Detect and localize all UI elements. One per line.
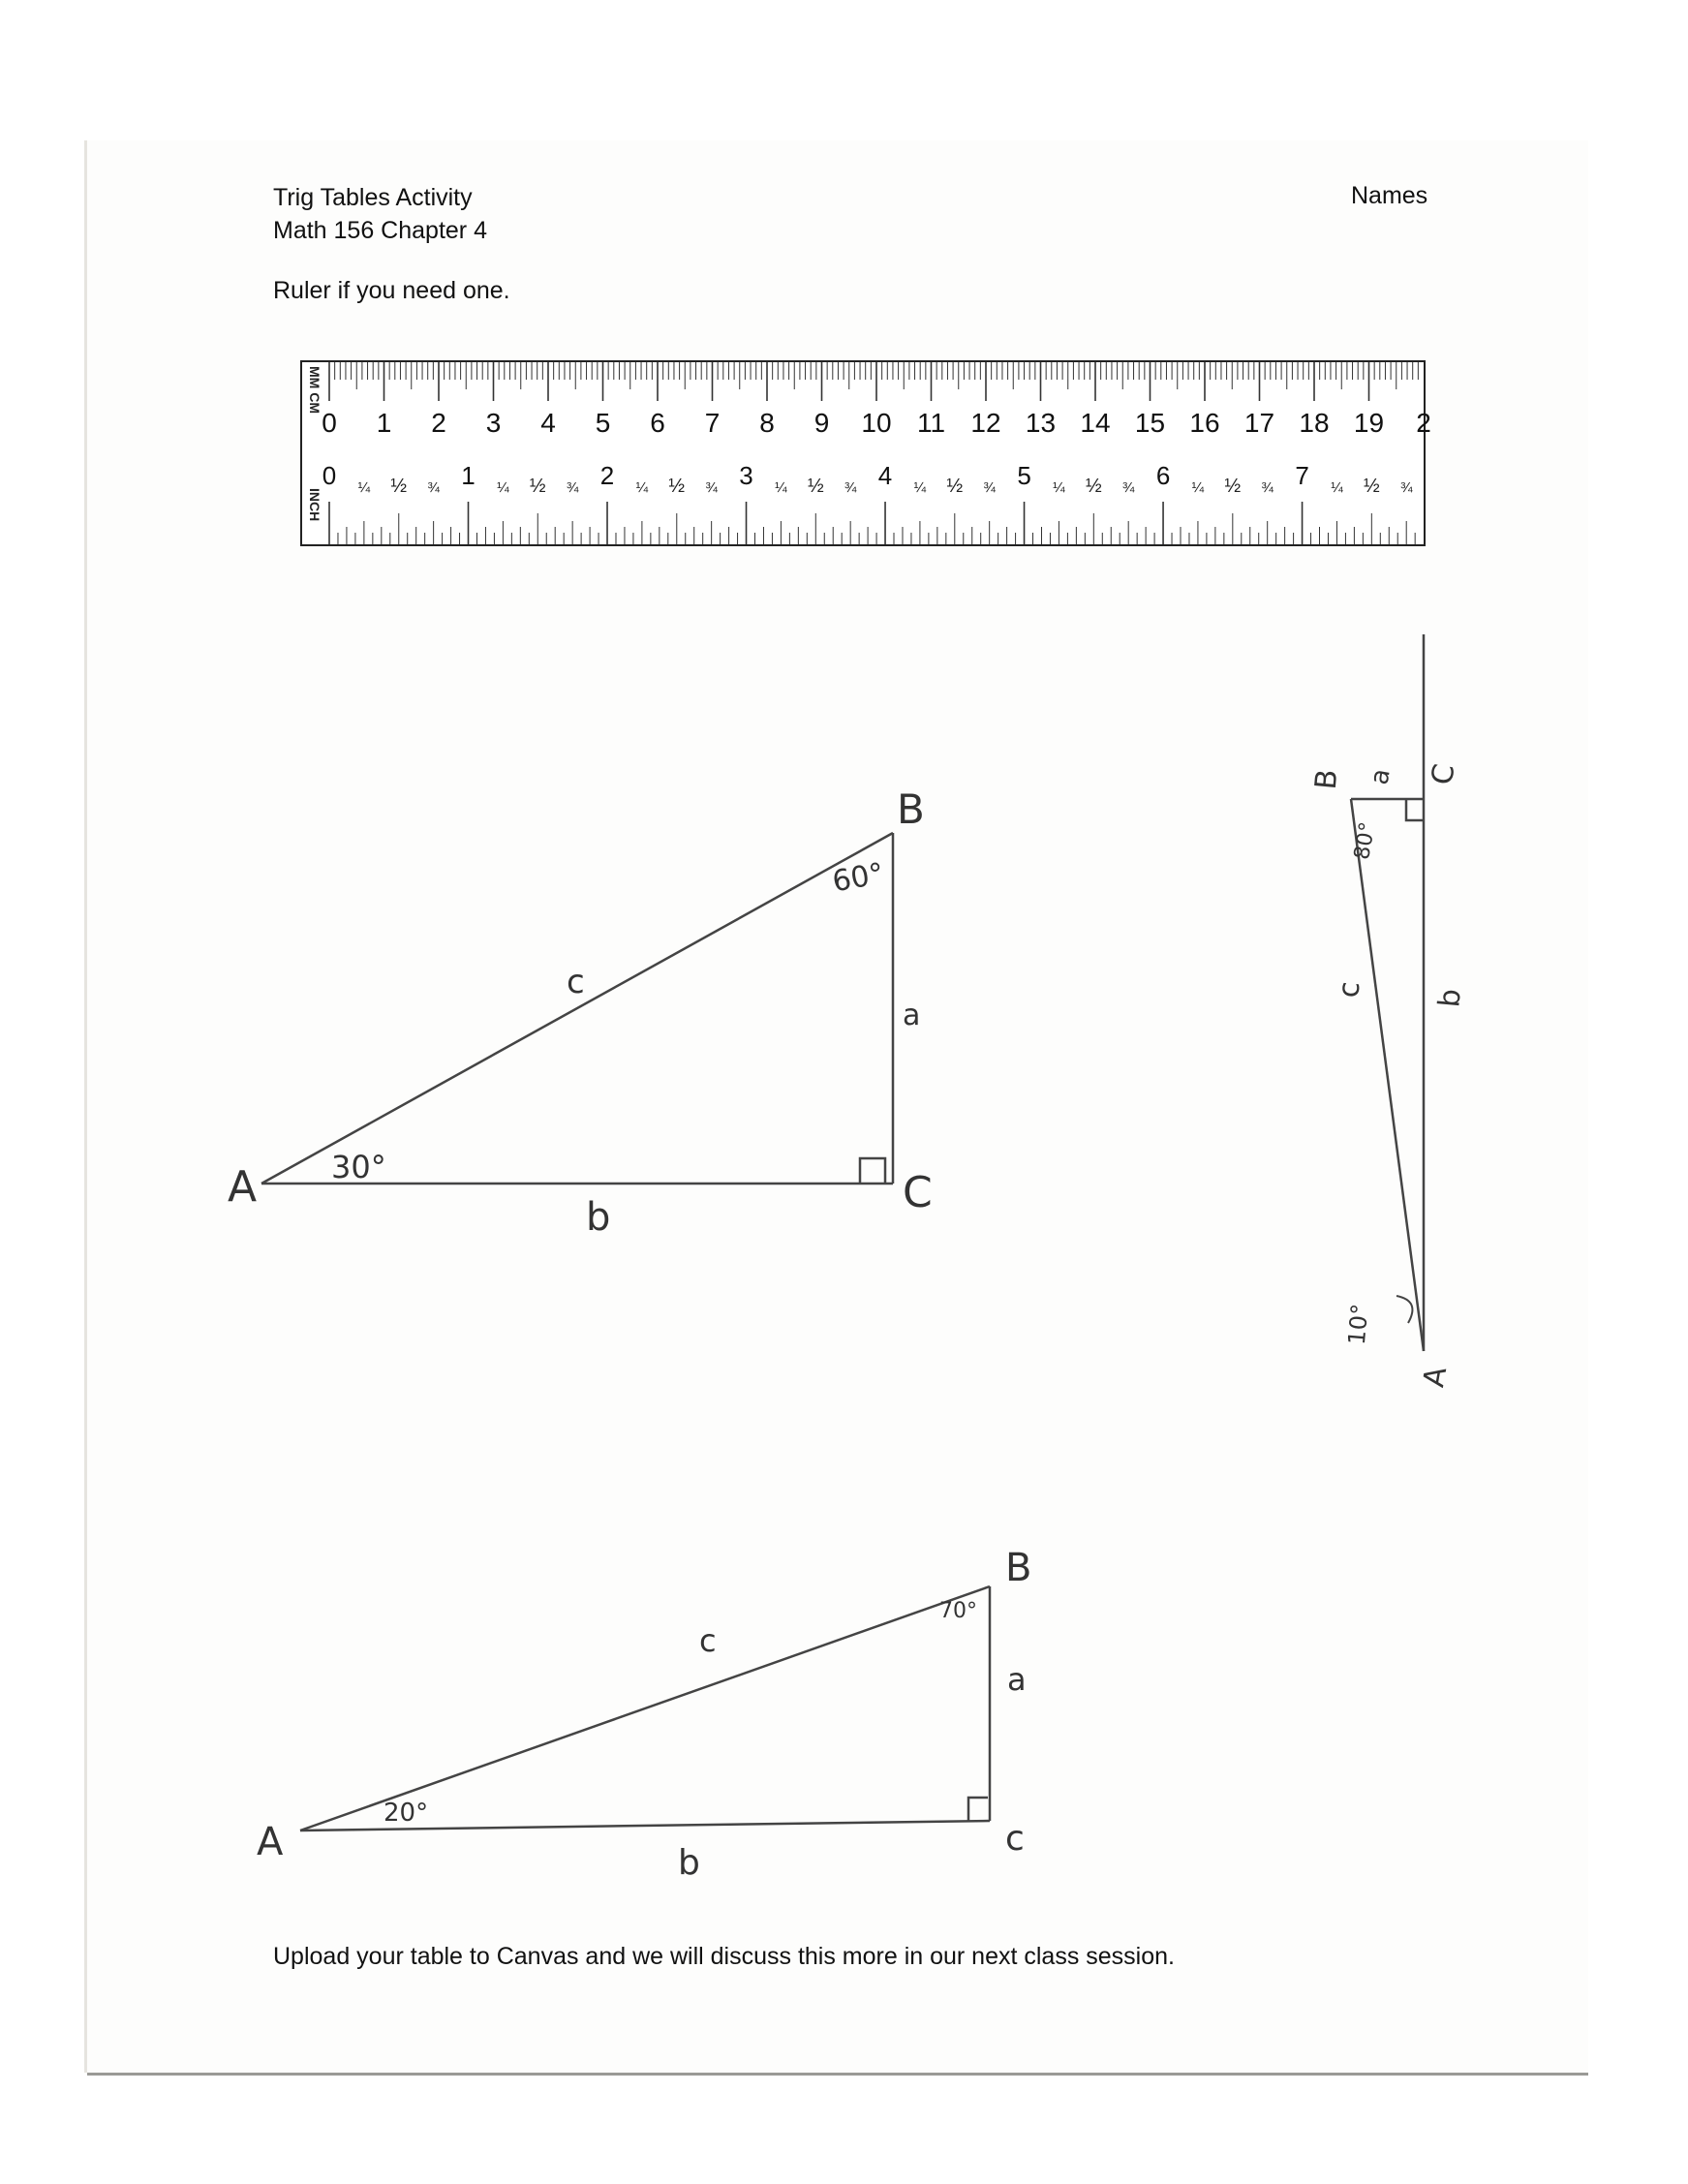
t1-side-a: a	[903, 999, 921, 1032]
inch-number: 7	[1295, 461, 1309, 490]
t2-side-a: a	[1365, 766, 1396, 787]
t1-vertex-a: A	[228, 1162, 258, 1212]
inch-fraction: ¼	[1053, 479, 1065, 496]
cm-number: 2	[1416, 408, 1431, 438]
cm-number: 15	[1134, 408, 1166, 438]
inch-number: 4	[877, 461, 893, 490]
inch-number: 0	[322, 461, 337, 490]
cm-number: 10	[861, 408, 892, 438]
cm-number: 16	[1189, 408, 1220, 438]
t1-side-c: c	[567, 963, 585, 1001]
cm-number: 18	[1299, 408, 1330, 438]
inch-fraction: ¾	[1121, 479, 1135, 496]
t3-side-b: b	[678, 1843, 700, 1883]
triangle-30-60	[261, 833, 893, 1184]
cm-number: 13	[1025, 408, 1057, 438]
inch-fraction: ¼	[1191, 479, 1205, 496]
inch-number: 6	[1155, 461, 1171, 490]
inch-fraction: ¾	[1261, 479, 1274, 496]
inch-fraction: ¼	[497, 479, 509, 496]
inch-fraction: ¾	[844, 479, 857, 496]
cm-number: 8	[759, 408, 775, 438]
t2-angle-b: 80°	[1350, 819, 1381, 862]
inch-fraction: ¾	[427, 479, 440, 496]
cm-number: 4	[540, 408, 556, 438]
cm-number: 7	[704, 408, 721, 438]
t1-vertex-b: B	[897, 785, 925, 833]
inch-fraction: ½	[390, 476, 408, 497]
t2-angle-a: 10°	[1342, 1302, 1374, 1346]
names-label: Names	[1351, 182, 1428, 209]
inch-fraction: ¼	[357, 479, 371, 496]
t1-angle-b: 60°	[829, 856, 887, 900]
inch-number: 1	[461, 461, 476, 490]
worksheet-title: Trig Tables Activity	[273, 184, 473, 211]
cm-number: 9	[813, 408, 830, 438]
t3-angle-b: 70°	[939, 1599, 977, 1623]
inch-fraction: ¾	[566, 479, 579, 496]
cm-number: 1	[376, 408, 392, 438]
cm-number: 6	[650, 408, 665, 438]
angle-arrow	[1396, 1296, 1412, 1323]
metric-unit-label: MM CM	[307, 366, 322, 414]
cm-number: 17	[1243, 408, 1275, 438]
ruler-note: Ruler if you need one.	[273, 277, 510, 304]
t2-side-c: c	[1332, 980, 1367, 1000]
inch-fraction: ¼	[635, 479, 649, 496]
inch-fraction: ¼	[775, 479, 787, 496]
cm-number: 0	[322, 408, 337, 438]
t2-vertex-a: A	[1417, 1364, 1455, 1390]
cm-number: 11	[916, 408, 946, 438]
inch-fraction: ¾	[1399, 479, 1413, 496]
inch-fraction: ¾	[705, 479, 718, 496]
cm-number: 14	[1080, 408, 1111, 438]
cm-number: 19	[1353, 408, 1385, 438]
t3-side-a: a	[1007, 1661, 1027, 1698]
inch-fraction: ½	[946, 476, 964, 497]
inch-fraction: ½	[807, 476, 824, 497]
inch-fraction: ½	[668, 476, 686, 497]
inch-fraction: ¼	[913, 479, 927, 496]
cm-number: 2	[431, 408, 446, 438]
t3-side-c: c	[699, 1622, 717, 1659]
t1-vertex-c: C	[903, 1168, 933, 1217]
inch-fraction: ½	[1224, 476, 1242, 497]
course-label: Math 156 Chapter 4	[273, 217, 487, 244]
inch-number: 5	[1017, 461, 1031, 490]
inch-fraction: ½	[529, 476, 546, 497]
t3-angle-a: 20°	[384, 1799, 429, 1828]
t3-vertex-c: c	[1005, 1819, 1025, 1859]
cm-number: 3	[485, 408, 502, 438]
inch-number: 3	[739, 461, 753, 490]
inch-unit-label: INCH	[307, 488, 322, 522]
t3-vertex-b: B	[1005, 1546, 1032, 1590]
inch-number: 2	[599, 461, 615, 490]
footer-instructions: Upload your table to Canvas and we will discuss this more in our next class session.	[273, 1943, 1175, 1970]
inch-fraction: ½	[1085, 476, 1102, 497]
t1-angle-a: 30°	[331, 1149, 386, 1185]
t1-side-b: b	[586, 1195, 611, 1240]
triangle-20-70	[300, 1586, 990, 1830]
inch-fraction: ½	[1363, 476, 1380, 497]
inch-fraction: ¼	[1331, 479, 1343, 496]
t2-side-b: b	[1432, 987, 1468, 1009]
t2-vertex-c: C	[1425, 761, 1462, 787]
inch-fraction: ¾	[983, 479, 996, 496]
cm-number: 5	[595, 408, 611, 438]
t3-vertex-a: A	[257, 1820, 284, 1864]
t2-vertex-b: B	[1308, 767, 1345, 791]
cm-number: 12	[970, 408, 1001, 438]
